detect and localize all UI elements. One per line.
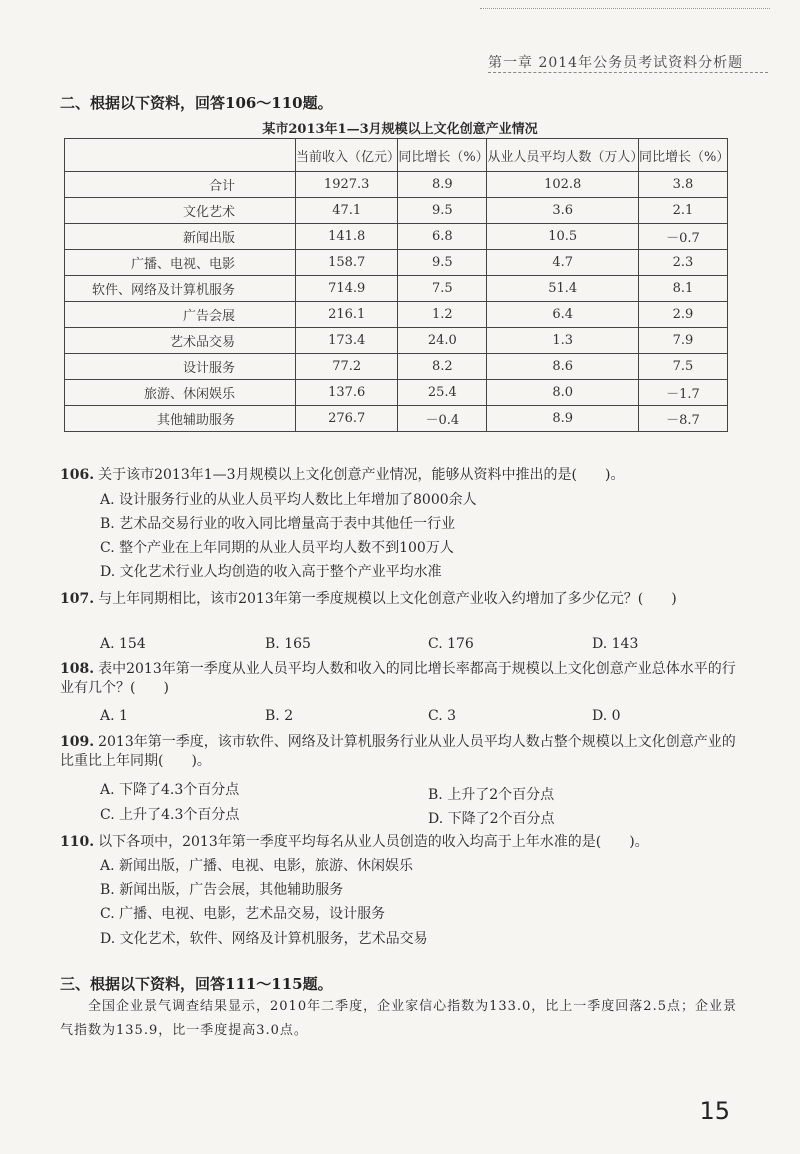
option-a: A. 下降了4.3个百分点 <box>100 782 240 798</box>
employees-growth-cell: －1.7 <box>638 380 727 406</box>
industry-cell: 其他辅助服务 <box>65 406 296 432</box>
industry-cell: 新闻出版 <box>65 224 296 250</box>
section-2-heading: 二、根据以下资料，回答106～110题。 <box>60 94 333 112</box>
employees-cell: 8.0 <box>487 380 639 406</box>
employees-cell: 10.5 <box>487 224 639 250</box>
question-stem: 以下各项中，2013年第一季度平均每名从业人员创造的收入均高于上年水准的是( )。 <box>98 834 649 850</box>
employees-growth-cell: 7.9 <box>638 328 727 354</box>
employees-growth-cell: 8.1 <box>638 276 727 302</box>
header-top-rule <box>480 8 770 9</box>
revenue-growth-cell: 1.2 <box>398 302 487 328</box>
employees-growth-cell: 2.3 <box>638 250 727 276</box>
option-c: C. 广播、电视、电影，艺术品交易，设计服务 <box>100 906 386 922</box>
option-d: D. 143 <box>592 636 639 652</box>
employees-cell: 3.6 <box>487 198 639 224</box>
option-d: D. 文化艺术行业人均创造的收入高于整个产业平均水准 <box>100 564 442 580</box>
employees-growth-cell: 3.8 <box>638 172 727 198</box>
option-c: C. 整个产业在上年同期的从业人员平均人数不到100万人 <box>100 540 454 556</box>
column-header: 同比增长（%） <box>638 139 727 172</box>
question-stem: 关于该市2013年1—3月规模以上文化创意产业情况，能够从资料中推出的是( )。 <box>98 467 625 483</box>
industry-cell: 软件、网络及计算机服务 <box>65 276 296 302</box>
option-a: A. 设计服务行业的从业人员平均人数比上年增加了8000余人 <box>100 492 477 508</box>
revenue-growth-cell: 9.5 <box>398 198 487 224</box>
question-stem: 与上年同期相比，该市2013年第一季度规模以上文化创意产业收入约增加了多少亿元？( ) <box>98 591 677 607</box>
employees-growth-cell: 2.1 <box>638 198 727 224</box>
table-row <box>65 224 728 250</box>
revenue-growth-cell: 6.8 <box>398 224 487 250</box>
question-107 <box>60 590 740 609</box>
table-row <box>65 328 728 354</box>
option-a: A. 1 <box>100 708 128 724</box>
question-110 <box>60 833 740 852</box>
industry-cell: 艺术品交易 <box>65 328 296 354</box>
column-header: 同比增长（%） <box>398 139 487 172</box>
question-stem: 表中2013年第一季度从业人员平均人数和收入的同比增长率都高于规模以上文化创意产业总体水平的行业有几个？( ) <box>60 661 736 696</box>
table-title: 某市2013年1—3月规模以上文化创意产业情况 <box>262 122 538 137</box>
industry-cell: 文化艺术 <box>65 198 296 224</box>
table-row <box>65 250 728 276</box>
industry-cell: 设计服务 <box>65 354 296 380</box>
option-b: B. 2 <box>265 708 294 724</box>
option-c: C. 3 <box>428 708 457 724</box>
question-number: 107. <box>60 591 95 607</box>
question-106 <box>60 466 740 485</box>
question-stem: 2013年第一季度，该市软件、网络及计算机服务行业从业人员平均人数占整个规模以上文化创意产业的比重比上年同期( )。 <box>60 734 736 769</box>
column-header: 当前收入（亿元） <box>296 139 398 172</box>
page-number: 15 <box>699 1097 730 1125</box>
industry-cell: 广告会展 <box>65 302 296 328</box>
revenue-cell: 158.7 <box>296 250 398 276</box>
question-number: 108. <box>60 661 95 677</box>
employees-cell: 4.7 <box>487 250 639 276</box>
revenue-cell: 216.1 <box>296 302 398 328</box>
question-108 <box>60 660 740 698</box>
table-row <box>65 406 728 432</box>
table-row <box>65 354 728 380</box>
header-rule <box>488 72 768 73</box>
column-header <box>65 139 296 172</box>
revenue-growth-cell: 24.0 <box>398 328 487 354</box>
employees-cell: 1.3 <box>487 328 639 354</box>
revenue-cell: 137.6 <box>296 380 398 406</box>
revenue-growth-cell: 8.2 <box>398 354 487 380</box>
revenue-growth-cell: 8.9 <box>398 172 487 198</box>
option-d: D. 0 <box>592 708 621 724</box>
option-b: B. 艺术品交易行业的收入同比增量高于表中其他任一行业 <box>100 516 456 532</box>
industry-cell: 广播、电视、电影 <box>65 250 296 276</box>
revenue-growth-cell: 25.4 <box>398 380 487 406</box>
table-row <box>65 172 728 198</box>
revenue-cell: 276.7 <box>296 406 398 432</box>
revenue-cell: 173.4 <box>296 328 398 354</box>
running-head: 第一章 2014年公务员考试资料分析题 <box>488 55 744 71</box>
revenue-growth-cell: 7.5 <box>398 276 487 302</box>
question-number: 109. <box>60 734 95 750</box>
question-number: 106. <box>60 467 95 483</box>
column-header: 从业人员平均人数（万人） <box>487 139 639 172</box>
section-3-heading: 三、根据以下资料，回答111～115题。 <box>60 975 333 993</box>
table-row <box>65 380 728 406</box>
employees-growth-cell: －8.7 <box>638 406 727 432</box>
section-3-paragraph: 全国企业景气调查结果显示，2010年二季度，企业家信心指数为133.0，比上一季度回落2.5点；企业景气指数为135.9，比一季度提高3.0点。 <box>60 999 737 1038</box>
table-row <box>65 302 728 328</box>
revenue-growth-cell: －0.4 <box>398 406 487 432</box>
option-c: C. 176 <box>428 636 474 652</box>
table-row <box>65 198 728 224</box>
industry-cell: 旅游、休闲娱乐 <box>65 380 296 406</box>
table-header-row <box>65 139 728 172</box>
industry-data-table <box>64 138 728 432</box>
option-c: C. 上升了4.3个百分点 <box>100 807 240 823</box>
option-d: D. 文化艺术，软件、网络及计算机服务，艺术品交易 <box>100 931 428 947</box>
option-b: B. 新闻出版，广告会展，其他辅助服务 <box>100 882 344 898</box>
employees-cell: 8.6 <box>487 354 639 380</box>
table-row <box>65 276 728 302</box>
revenue-cell: 47.1 <box>296 198 398 224</box>
employees-growth-cell: 2.9 <box>638 302 727 328</box>
employees-cell: 102.8 <box>487 172 639 198</box>
employees-growth-cell: 7.5 <box>638 354 727 380</box>
revenue-cell: 141.8 <box>296 224 398 250</box>
employees-growth-cell: －0.7 <box>638 224 727 250</box>
revenue-growth-cell: 9.5 <box>398 250 487 276</box>
employees-cell: 51.4 <box>487 276 639 302</box>
revenue-cell: 77.2 <box>296 354 398 380</box>
table-body <box>65 172 728 432</box>
option-a: A. 新闻出版，广播、电视、电影，旅游、休闲娱乐 <box>100 858 414 874</box>
industry-cell: 合计 <box>65 172 296 198</box>
question-109 <box>60 733 740 771</box>
employees-cell: 6.4 <box>487 302 639 328</box>
option-b: B. 165 <box>265 636 311 652</box>
revenue-cell: 1927.3 <box>296 172 398 198</box>
option-d: D. 下降了2个百分点 <box>428 811 555 827</box>
option-b: B. 上升了2个百分点 <box>428 787 555 803</box>
employees-cell: 8.9 <box>487 406 639 432</box>
revenue-cell: 714.9 <box>296 276 398 302</box>
question-number: 110. <box>60 834 95 850</box>
option-a: A. 154 <box>100 636 146 652</box>
